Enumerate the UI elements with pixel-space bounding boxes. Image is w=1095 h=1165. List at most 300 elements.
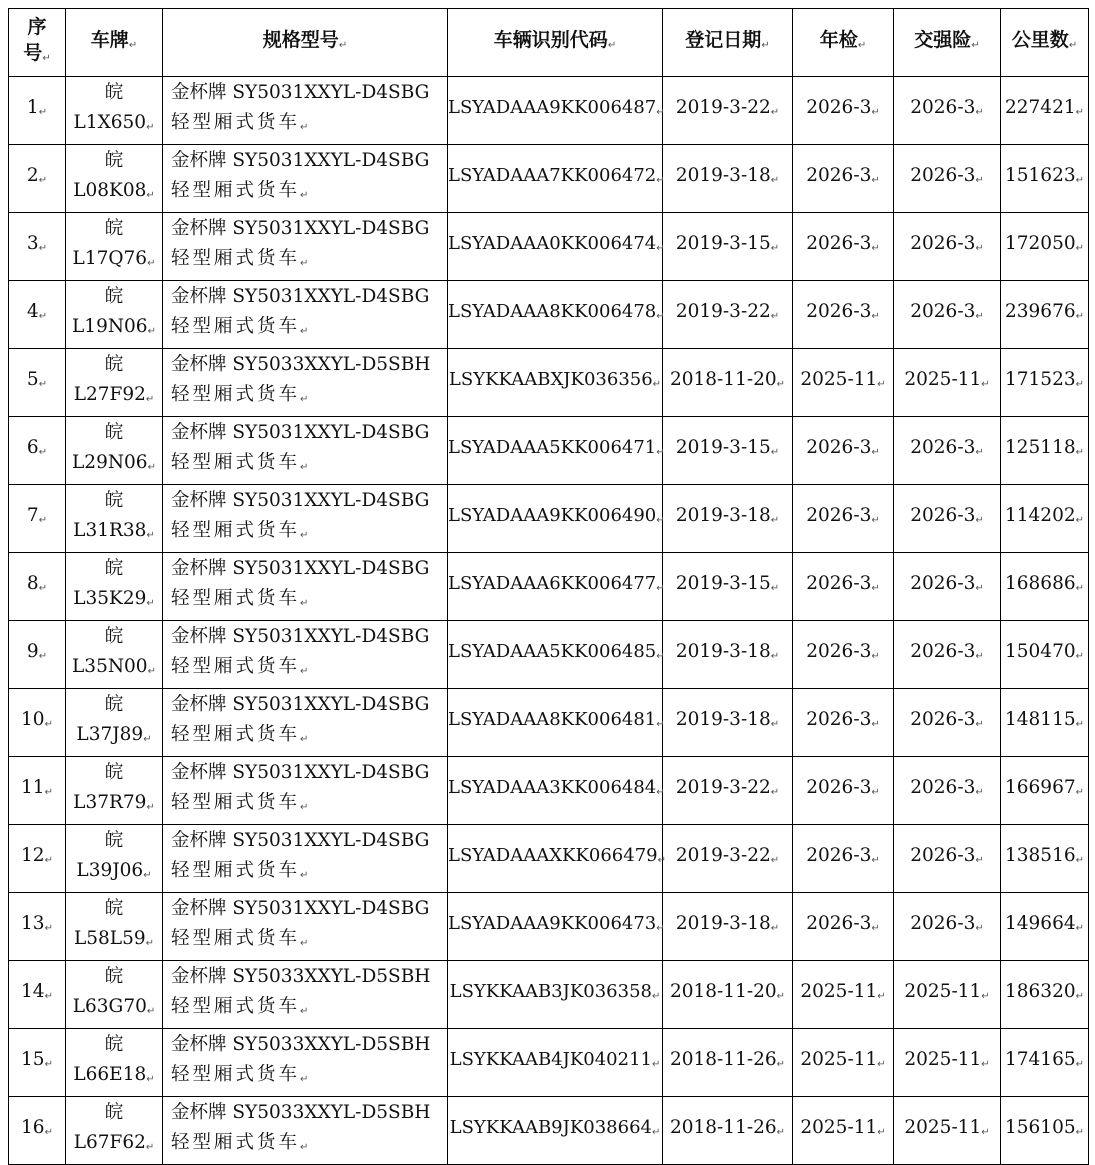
paragraph-mark: ↵: [656, 651, 665, 662]
seq-text: 5: [26, 369, 39, 390]
paragraph-mark: ↵: [1075, 447, 1084, 458]
vin-text: LSYKKAABXJK036356: [448, 369, 653, 390]
cell-model: [163, 961, 448, 1029]
cell-insurance: [894, 825, 1001, 893]
inspection-text: 2026-3: [806, 97, 872, 118]
plate-province: 皖: [104, 694, 124, 715]
cell-insurance: [894, 417, 1001, 485]
inspection-text: 2026-3: [806, 913, 872, 934]
table-row: [9, 1097, 1089, 1165]
cell-vin: [448, 825, 667, 893]
paragraph-mark: ↵: [300, 938, 309, 949]
model-line2: 轻型厢式货车: [171, 248, 301, 269]
table-row: [9, 1029, 1089, 1097]
paragraph-mark: ↵: [871, 447, 880, 458]
mileage-text: 114202: [1004, 505, 1076, 526]
seq-text: 14: [21, 981, 45, 1002]
cell-model: [163, 621, 448, 689]
reg-date-text: 2018-11-20: [669, 981, 777, 1002]
cell-reg-date: [663, 893, 793, 961]
cell-mileage: [1001, 825, 1089, 893]
plate-province: 皖: [104, 830, 124, 851]
cell-vin: [448, 485, 663, 553]
paragraph-mark: ↵: [776, 991, 786, 1002]
cell-inspection: [793, 485, 894, 553]
cell-reg-date: [663, 621, 793, 689]
paragraph-mark: ↵: [300, 598, 309, 609]
paragraph-mark: ↵: [770, 923, 780, 934]
paragraph-mark: ↵: [1068, 39, 1078, 51]
reg-date-text: 2019-3-18: [675, 165, 771, 186]
seq-text: 10: [21, 709, 45, 730]
paragraph-mark: ↵: [656, 107, 665, 118]
cell-inspection: [793, 1097, 894, 1165]
header-seq-line1: 序: [27, 15, 47, 38]
table-header-row: [9, 9, 1089, 77]
header-seq-line2: 号: [23, 41, 43, 64]
cell-mileage: [1001, 77, 1089, 145]
cell-plate: [66, 145, 163, 213]
mileage-text: 227421: [1004, 97, 1076, 118]
inspection-text: 2026-3: [806, 777, 872, 798]
vin-text: LSYADAAAXKK066479: [448, 845, 658, 866]
cell-plate: [66, 553, 163, 621]
table-row: [9, 621, 1089, 689]
mileage-text: 166967: [1004, 777, 1076, 798]
plate-province: 皖: [104, 150, 124, 171]
paragraph-mark: ↵: [1075, 651, 1084, 662]
plate-province: 皖: [104, 898, 124, 919]
plate-province: 皖: [104, 626, 124, 647]
inspection-text: 2026-3: [806, 165, 872, 186]
table-row: [9, 349, 1089, 417]
cell-reg-date: [663, 349, 793, 417]
plate-number: L08K08: [73, 180, 147, 201]
header-seq: [9, 9, 66, 77]
paragraph-mark: ↵: [656, 447, 665, 458]
cell-vin: [448, 553, 663, 621]
model-line1: 金杯牌 SY5031XXYL-D4SBG: [171, 82, 430, 103]
insurance-text: 2026-3: [910, 233, 976, 254]
cell-plate: [66, 213, 163, 281]
inspection-text: 2026-3: [806, 845, 872, 866]
vin-text: LSYADAAA0KK006474: [448, 233, 657, 254]
paragraph-mark: ↵: [300, 734, 309, 745]
paragraph-mark: ↵: [975, 243, 984, 254]
cell-inspection: [793, 77, 894, 145]
mileage-text: 150470: [1004, 641, 1076, 662]
plate-number: L35K29: [73, 588, 147, 609]
paragraph-mark: ↵: [975, 651, 984, 662]
insurance-text: 2025-11: [904, 1117, 982, 1138]
paragraph-mark: ↵: [770, 107, 780, 118]
paragraph-mark: ↵: [971, 39, 980, 51]
cell-reg-date: [663, 961, 793, 1029]
paragraph-mark: ↵: [871, 787, 880, 798]
mileage-text: 138516: [1004, 845, 1076, 866]
mileage-text: 239676: [1004, 301, 1076, 322]
paragraph-mark: ↵: [975, 787, 984, 798]
paragraph-mark: ↵: [300, 870, 309, 881]
paragraph-mark: ↵: [656, 311, 665, 322]
cell-model: [163, 417, 448, 485]
paragraph-mark: ↵: [44, 719, 53, 730]
table-row: [9, 689, 1089, 757]
cell-insurance: [894, 621, 1001, 689]
cell-vin: [448, 213, 663, 281]
seq-text: 7: [26, 505, 39, 526]
paragraph-mark: ↵: [300, 666, 309, 677]
plate-number: L37J89: [76, 724, 144, 745]
paragraph-mark: ↵: [1075, 787, 1084, 798]
paragraph-mark: ↵: [871, 107, 880, 118]
plate-number: L29N06: [72, 452, 148, 473]
paragraph-mark: ↵: [871, 719, 880, 730]
inspection-text: 2026-3: [806, 709, 872, 730]
paragraph-mark: ↵: [145, 1142, 155, 1153]
paragraph-mark: ↵: [1075, 1127, 1084, 1138]
paragraph-mark: ↵: [38, 447, 48, 458]
seq-text: 12: [21, 845, 45, 866]
paragraph-mark: ↵: [652, 1059, 661, 1070]
table-row: [9, 77, 1089, 145]
cell-vin: [448, 145, 663, 213]
cell-reg-date: [663, 825, 793, 893]
seq-text: 11: [21, 777, 45, 798]
paragraph-mark: ↵: [776, 1127, 786, 1138]
vin-text: LSYADAAA7KK006472: [448, 165, 657, 186]
plate-province: 皖: [104, 762, 124, 783]
model-line2: 轻型厢式货车: [171, 1132, 301, 1153]
cell-seq: [9, 1097, 66, 1165]
paragraph-mark: ↵: [656, 175, 665, 186]
paragraph-mark: ↵: [1075, 1059, 1084, 1070]
vin-text: LSYADAAA8KK006478: [448, 301, 657, 322]
cell-plate: [66, 349, 163, 417]
paragraph-mark: ↵: [770, 855, 780, 866]
seq-text: 1: [26, 97, 39, 118]
insurance-text: 2026-3: [910, 777, 976, 798]
insurance-text: 2026-3: [910, 573, 976, 594]
paragraph-mark: ↵: [877, 1127, 886, 1138]
insurance-text: 2025-11: [904, 369, 982, 390]
paragraph-mark: ↵: [1075, 855, 1084, 866]
seq-text: 16: [21, 1117, 45, 1138]
cell-reg-date: [663, 213, 793, 281]
paragraph-mark: ↵: [975, 923, 984, 934]
cell-vin: [448, 1097, 663, 1165]
inspection-text: 2025-11: [800, 1117, 878, 1138]
reg-date-text: 2018-11-26: [669, 1049, 777, 1070]
reg-date-text: 2019-3-15: [675, 437, 771, 458]
model-line1: 金杯牌 SY5031XXYL-D4SBG: [171, 286, 430, 307]
paragraph-mark: ↵: [38, 311, 48, 322]
insurance-text: 2025-11: [904, 1049, 982, 1070]
vin-text: LSYADAAA5KK006485: [448, 641, 657, 662]
cell-mileage: [1001, 1029, 1089, 1097]
paragraph-mark: ↵: [1075, 991, 1084, 1002]
header-inspection-label: 年检: [819, 28, 858, 51]
table-row: [9, 485, 1089, 553]
insurance-text: 2026-3: [910, 301, 976, 322]
cell-seq: [9, 621, 66, 689]
vin-text: LSYADAAA9KK006487: [448, 97, 657, 118]
cell-mileage: [1001, 961, 1089, 1029]
reg-date-text: 2019-3-18: [675, 913, 771, 934]
mileage-text: 149664: [1004, 913, 1076, 934]
paragraph-mark: ↵: [44, 1127, 53, 1138]
paragraph-mark: ↵: [656, 787, 665, 798]
cell-seq: [9, 485, 66, 553]
vin-text: LSYADAAA9KK006490: [448, 505, 657, 526]
cell-seq: [9, 689, 66, 757]
model-line2: 轻型厢式货车: [171, 384, 301, 405]
cell-seq: [9, 281, 66, 349]
cell-model: [163, 893, 448, 961]
paragraph-mark: ↵: [1075, 923, 1084, 934]
model-line2: 轻型厢式货车: [171, 452, 301, 473]
paragraph-mark: ↵: [656, 583, 665, 594]
plate-number: L66E18: [73, 1064, 147, 1085]
paragraph-mark: ↵: [981, 1127, 990, 1138]
plate-province: 皖: [104, 558, 124, 579]
model-line1: 金杯牌 SY5031XXYL-D4SBG: [171, 558, 430, 579]
insurance-text: 2026-3: [910, 505, 976, 526]
model-line2: 轻型厢式货车: [171, 656, 301, 677]
paragraph-mark: ↵: [656, 515, 665, 526]
model-line2: 轻型厢式货车: [171, 316, 301, 337]
cell-vin: [448, 77, 663, 145]
cell-vin: [448, 757, 663, 825]
header-insurance-label: 交强险: [914, 28, 972, 51]
mileage-text: 151623: [1004, 165, 1076, 186]
paragraph-mark: ↵: [975, 107, 984, 118]
paragraph-mark: ↵: [44, 787, 53, 798]
cell-insurance: [894, 349, 1001, 417]
cell-inspection: [793, 213, 894, 281]
reg-date-text: 2019-3-18: [675, 641, 771, 662]
insurance-text: 2026-3: [910, 437, 976, 458]
cell-mileage: [1001, 757, 1089, 825]
paragraph-mark: ↵: [877, 1059, 886, 1070]
reg-date-text: 2018-11-26: [669, 1117, 777, 1138]
paragraph-mark: ↵: [871, 583, 880, 594]
cell-reg-date: [663, 77, 793, 145]
paragraph-mark: ↵: [147, 326, 156, 337]
cell-insurance: [894, 1097, 1001, 1165]
cell-mileage: [1001, 621, 1089, 689]
cell-reg-date: [663, 417, 793, 485]
paragraph-mark: ↵: [147, 462, 156, 473]
cell-plate: [66, 77, 163, 145]
cell-inspection: [793, 349, 894, 417]
paragraph-mark: ↵: [770, 175, 780, 186]
model-line1: 金杯牌 SY5033XXYL-D5SBH: [171, 1034, 431, 1055]
cell-reg-date: [663, 689, 793, 757]
cell-plate: [66, 1097, 163, 1165]
reg-date-text: 2019-3-22: [675, 97, 771, 118]
cell-mileage: [1001, 689, 1089, 757]
paragraph-mark: ↵: [871, 311, 880, 322]
model-line2: 轻型厢式货车: [171, 724, 301, 745]
paragraph-mark: ↵: [770, 719, 780, 730]
table-row: [9, 893, 1089, 961]
model-line1: 金杯牌 SY5031XXYL-D4SBG: [171, 626, 430, 647]
cell-model: [163, 349, 448, 417]
paragraph-mark: ↵: [145, 394, 155, 405]
cell-vin: [448, 349, 663, 417]
inspection-text: 2026-3: [806, 437, 872, 458]
table-row: [9, 281, 1089, 349]
paragraph-mark: ↵: [975, 515, 984, 526]
header-reg-date-label: 登记日期: [685, 28, 762, 51]
cell-vin: [448, 281, 663, 349]
cell-model: [163, 485, 448, 553]
seq-text: 2: [26, 165, 39, 186]
paragraph-mark: ↵: [300, 394, 309, 405]
paragraph-mark: ↵: [146, 1074, 155, 1085]
model-line1: 金杯牌 SY5031XXYL-D4SBG: [171, 762, 430, 783]
cell-mileage: [1001, 893, 1089, 961]
seq-text: 3: [26, 233, 39, 254]
plate-province: 皖: [104, 966, 124, 987]
paragraph-mark: ↵: [300, 1142, 309, 1153]
paragraph-mark: ↵: [770, 311, 780, 322]
cell-reg-date: [663, 1097, 793, 1165]
cell-inspection: [793, 1029, 894, 1097]
cell-vin: [448, 961, 663, 1029]
cell-insurance: [894, 553, 1001, 621]
paragraph-mark: ↵: [143, 870, 152, 881]
paragraph-mark: ↵: [1075, 107, 1084, 118]
paragraph-mark: ↵: [128, 39, 138, 51]
inspection-text: 2026-3: [806, 233, 872, 254]
cell-seq: [9, 417, 66, 485]
paragraph-mark: ↵: [981, 1059, 990, 1070]
mileage-text: 172050: [1004, 233, 1076, 254]
reg-date-text: 2019-3-22: [675, 301, 771, 322]
cell-inspection: [793, 757, 894, 825]
paragraph-mark: ↵: [770, 787, 780, 798]
header-plate-label: 车牌: [90, 28, 129, 51]
cell-inspection: [793, 961, 894, 1029]
paragraph-mark: ↵: [38, 583, 48, 594]
cell-mileage: [1001, 145, 1089, 213]
paragraph-mark: ↵: [652, 379, 662, 390]
mileage-text: 156105: [1004, 1117, 1076, 1138]
paragraph-mark: ↵: [38, 107, 48, 118]
cell-mileage: [1001, 1097, 1089, 1165]
cell-insurance: [894, 961, 1001, 1029]
seq-text: 4: [26, 301, 39, 322]
paragraph-mark: ↵: [300, 1074, 309, 1085]
model-line1: 金杯牌 SY5031XXYL-D4SBG: [171, 830, 430, 851]
insurance-text: 2026-3: [910, 165, 976, 186]
plate-number: L63G70: [72, 996, 147, 1017]
paragraph-mark: ↵: [871, 175, 880, 186]
insurance-text: 2026-3: [910, 97, 976, 118]
plate-province: 皖: [104, 218, 124, 239]
paragraph-mark: ↵: [657, 855, 667, 866]
table-row: [9, 961, 1089, 1029]
paragraph-mark: ↵: [145, 938, 155, 949]
plate-province: 皖: [104, 1102, 124, 1123]
insurance-text: 2026-3: [910, 641, 976, 662]
paragraph-mark: ↵: [1075, 175, 1084, 186]
plate-province: 皖: [104, 1034, 124, 1055]
vin-text: LSYADAAA8KK006481: [448, 709, 657, 730]
vehicle-table: [8, 8, 1089, 1165]
paragraph-mark: ↵: [42, 52, 51, 64]
cell-plate: [66, 893, 163, 961]
paragraph-mark: ↵: [1075, 719, 1084, 730]
cell-insurance: [894, 213, 1001, 281]
paragraph-mark: ↵: [656, 243, 665, 254]
paragraph-mark: ↵: [776, 1059, 786, 1070]
cell-inspection: [793, 689, 894, 757]
table-row: [9, 213, 1089, 281]
paragraph-mark: ↵: [38, 651, 48, 662]
cell-model: [163, 1097, 448, 1165]
inspection-text: 2026-3: [806, 505, 872, 526]
paragraph-mark: ↵: [146, 122, 155, 133]
inspection-text: 2026-3: [806, 573, 872, 594]
paragraph-mark: ↵: [1075, 243, 1084, 254]
model-line1: 金杯牌 SY5031XXYL-D4SBG: [171, 422, 430, 443]
paragraph-mark: ↵: [143, 734, 152, 745]
cell-insurance: [894, 145, 1001, 213]
cell-model: [163, 689, 448, 757]
cell-plate: [66, 1029, 163, 1097]
cell-insurance: [894, 757, 1001, 825]
inspection-text: 2026-3: [806, 301, 872, 322]
cell-inspection: [793, 893, 894, 961]
reg-date-text: 2019-3-15: [675, 233, 771, 254]
paragraph-mark: ↵: [38, 379, 48, 390]
paragraph-mark: ↵: [146, 1006, 156, 1017]
cell-reg-date: [663, 145, 793, 213]
reg-date-text: 2019-3-22: [675, 777, 771, 798]
header-model: [163, 9, 448, 77]
mileage-text: 125118: [1004, 437, 1076, 458]
cell-model: [163, 553, 448, 621]
cell-plate: [66, 417, 163, 485]
paragraph-mark: ↵: [146, 598, 155, 609]
paragraph-mark: ↵: [975, 719, 984, 730]
paragraph-mark: ↵: [300, 802, 309, 813]
plate-number: L37R79: [73, 792, 147, 813]
paragraph-mark: ↵: [300, 190, 309, 201]
cell-plate: [66, 689, 163, 757]
paragraph-mark: ↵: [770, 447, 780, 458]
paragraph-mark: ↵: [300, 326, 309, 337]
cell-mileage: [1001, 553, 1089, 621]
vin-text: LSYKKAAB9JK038664: [449, 1117, 652, 1138]
paragraph-mark: ↵: [300, 122, 309, 133]
seq-text: 6: [26, 437, 39, 458]
paragraph-mark: ↵: [300, 258, 309, 269]
paragraph-mark: ↵: [770, 583, 780, 594]
header-vin: [448, 9, 663, 77]
cell-plate: [66, 281, 163, 349]
header-plate: [66, 9, 163, 77]
paragraph-mark: ↵: [44, 923, 53, 934]
cell-insurance: [894, 281, 1001, 349]
cell-plate: [66, 825, 163, 893]
paragraph-mark: ↵: [871, 651, 880, 662]
table-row: [9, 145, 1089, 213]
vin-text: LSYADAAA5KK006471: [448, 437, 657, 458]
